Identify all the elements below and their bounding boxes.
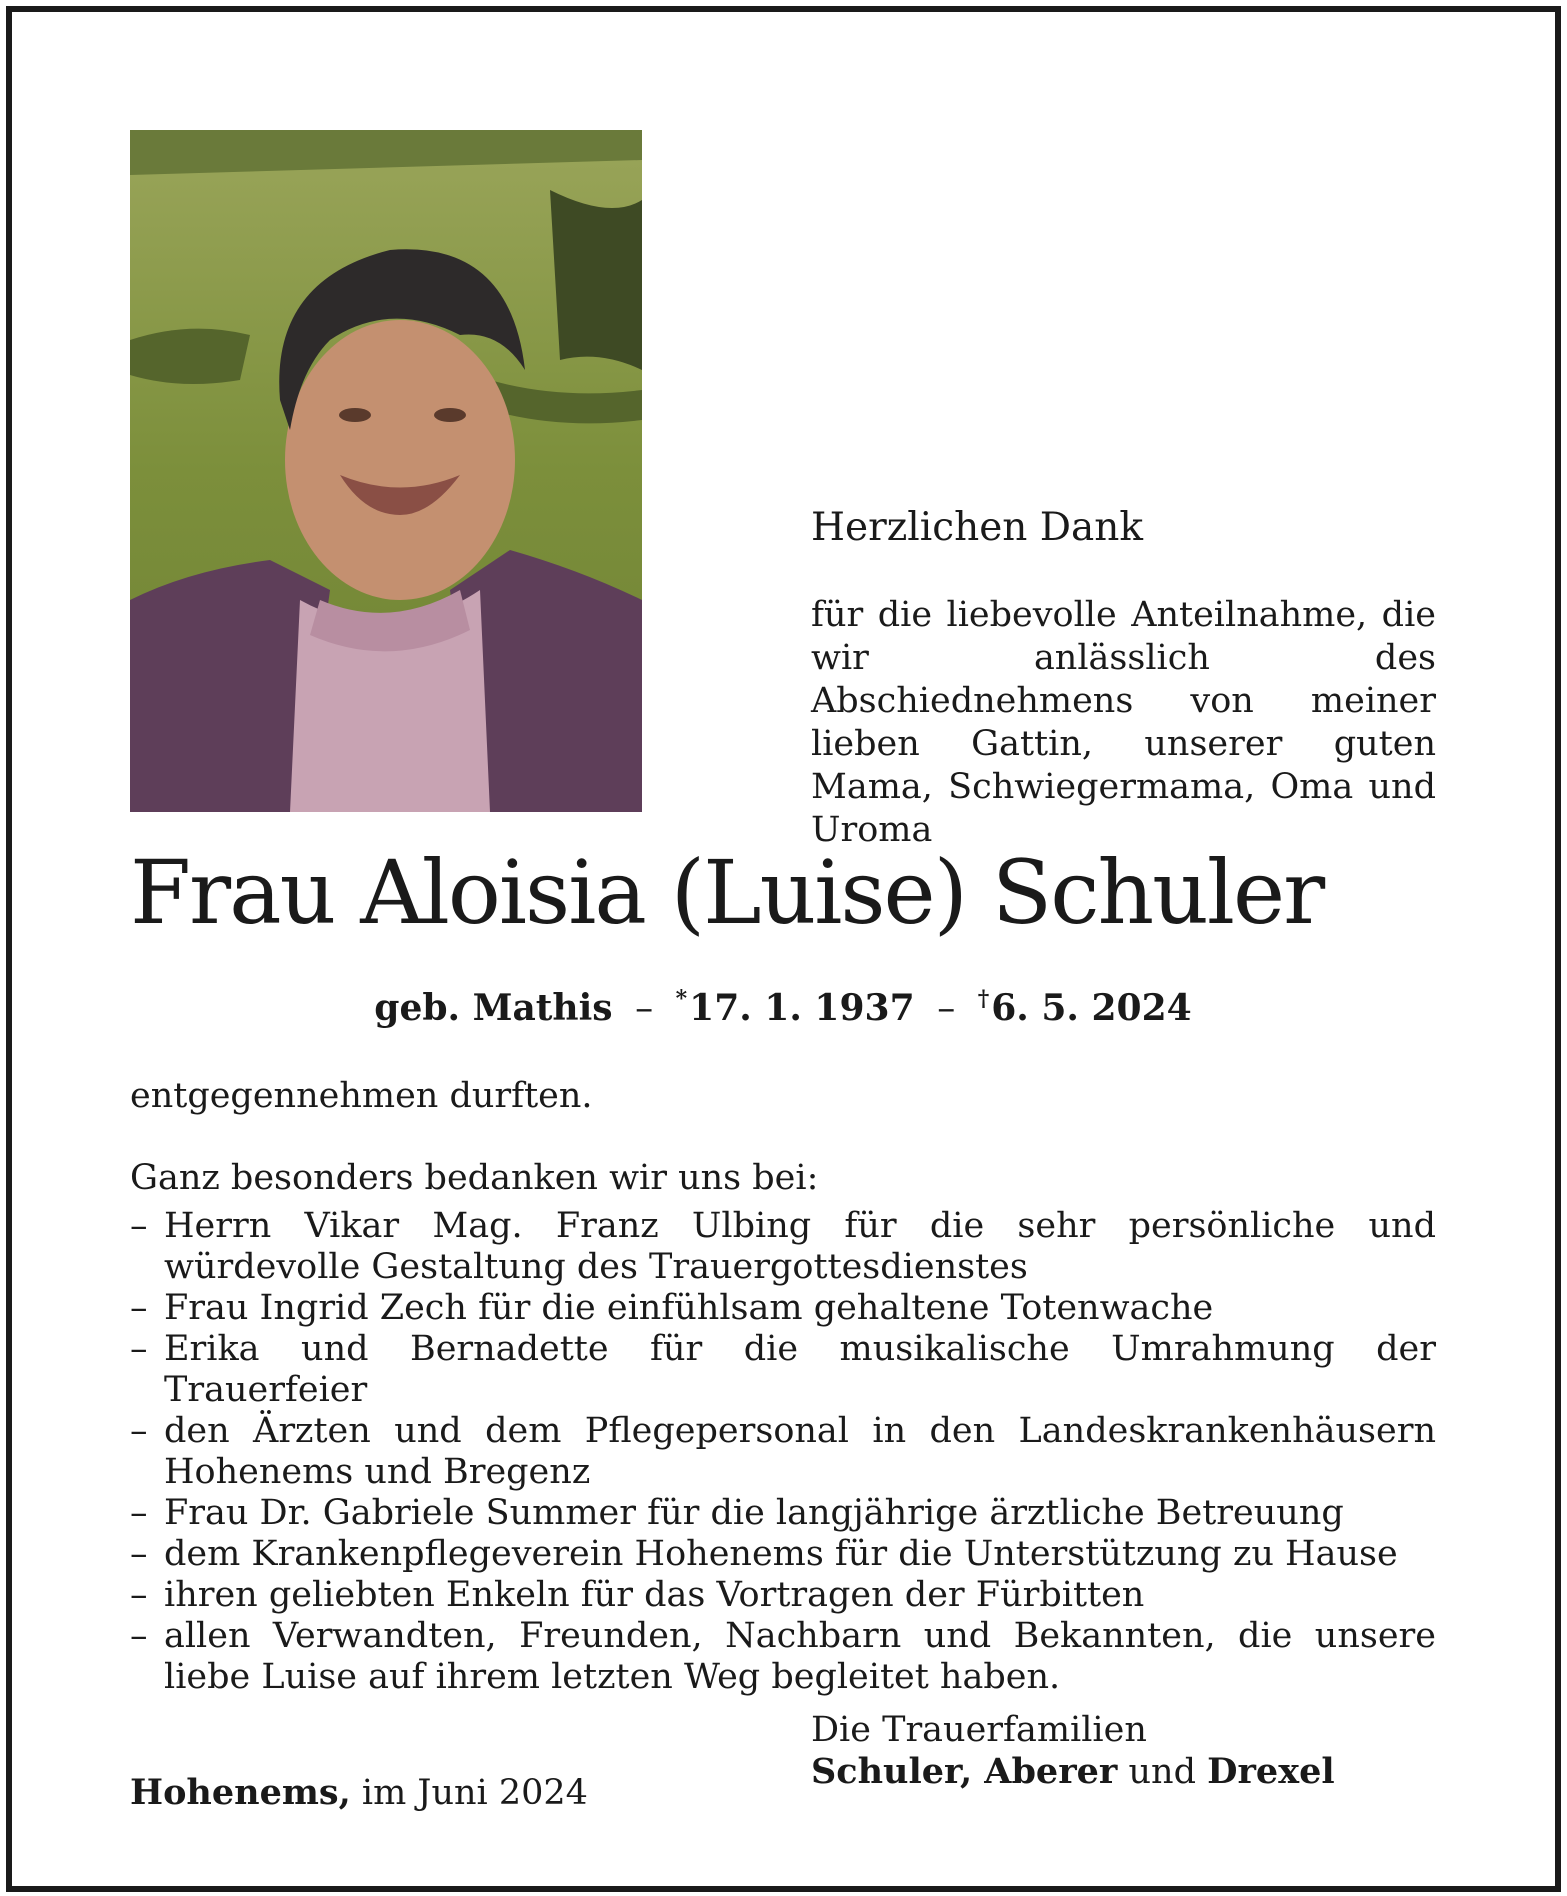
family-name-primary: Schuler, Aberer — [811, 1751, 1118, 1792]
place-date — [130, 1772, 588, 1814]
place: Hohenems, — [130, 1772, 351, 1813]
deceased-name: Frau Aloisia (Luise) Schuler — [130, 841, 1324, 944]
family-name-secondary: Drexel — [1207, 1751, 1335, 1792]
birth-symbol: * — [675, 986, 688, 1012]
list-item: – dem Krankenpflegeverein Hohenems für die Unterstützung zu Hause — [130, 1534, 1398, 1574]
dash-bullet: – — [130, 1411, 148, 1451]
thanks-list — [130, 1206, 1436, 1698]
list-item: – allen Verwandten, Freunden, Nachbarn und Bekannten, die unsere liebe Luise auf ihrem letzten Weg begleitet haben. — [130, 1616, 1436, 1697]
portrait-photo-icon — [130, 130, 642, 812]
thanks-block — [811, 505, 1436, 852]
list-item: – den Ärzten und dem Pflegepersonal in den Landeskrankenhäusern Hohenems und Bregenz — [130, 1411, 1436, 1492]
family-connector: und — [1128, 1752, 1196, 1792]
dates-separator: – — [635, 988, 654, 1029]
dash-bullet: – — [130, 1575, 148, 1615]
continuation-text: entgegennehmen durften. — [130, 1076, 593, 1116]
list-item: – Herrn Vikar Mag. Franz Ulbing für die sehr persönliche und würdevolle Gestaltung des Trauergottesdienstes — [130, 1206, 1436, 1287]
thanks-text: für die liebevolle Anteilnahme, die wir anlässlich des Abschiednehmens von meiner lieben Gattin, unserer guten Mama, Schwiegermama, Oma und Uroma — [811, 594, 1436, 850]
dash-bullet: – — [130, 1206, 148, 1246]
family-names — [811, 1751, 1335, 1793]
list-item: – Erika und Bernadette für die musikalische Umrahmung der Trauerfeier — [130, 1329, 1436, 1410]
list-item: – Frau Ingrid Zech für die einfühlsam gehaltene Totenwache — [130, 1288, 1214, 1328]
dates-separator: – — [937, 988, 956, 1029]
signature-line: Die Trauerfamilien — [811, 1710, 1147, 1750]
thanks-intro: Ganz besonders bedanken wir uns bei: — [130, 1158, 819, 1198]
birth-date: 17. 1. 1937 — [689, 987, 915, 1029]
life-dates — [130, 986, 1436, 1030]
death-date: 6. 5. 2024 — [991, 987, 1192, 1029]
list-item: – ihren geliebten Enkeln für das Vortragen der Fürbitten — [130, 1575, 1145, 1615]
dash-bullet: – — [130, 1616, 148, 1656]
dash-bullet: – — [130, 1493, 148, 1533]
death-cross-icon: † — [977, 986, 990, 1012]
portrait-photo — [130, 130, 642, 812]
thanks-heading: Herzlichen Dank — [811, 505, 1144, 550]
maiden-name: geb. Mathis — [374, 987, 613, 1029]
dash-bullet: – — [130, 1288, 148, 1328]
list-item: – Frau Dr. Gabriele Summer für die langjährige ärztliche Betreuung — [130, 1493, 1344, 1533]
date: im Juni 2024 — [361, 1773, 588, 1813]
dash-bullet: – — [130, 1329, 148, 1369]
dash-bullet: – — [130, 1534, 148, 1574]
signature-block — [811, 1709, 1335, 1793]
